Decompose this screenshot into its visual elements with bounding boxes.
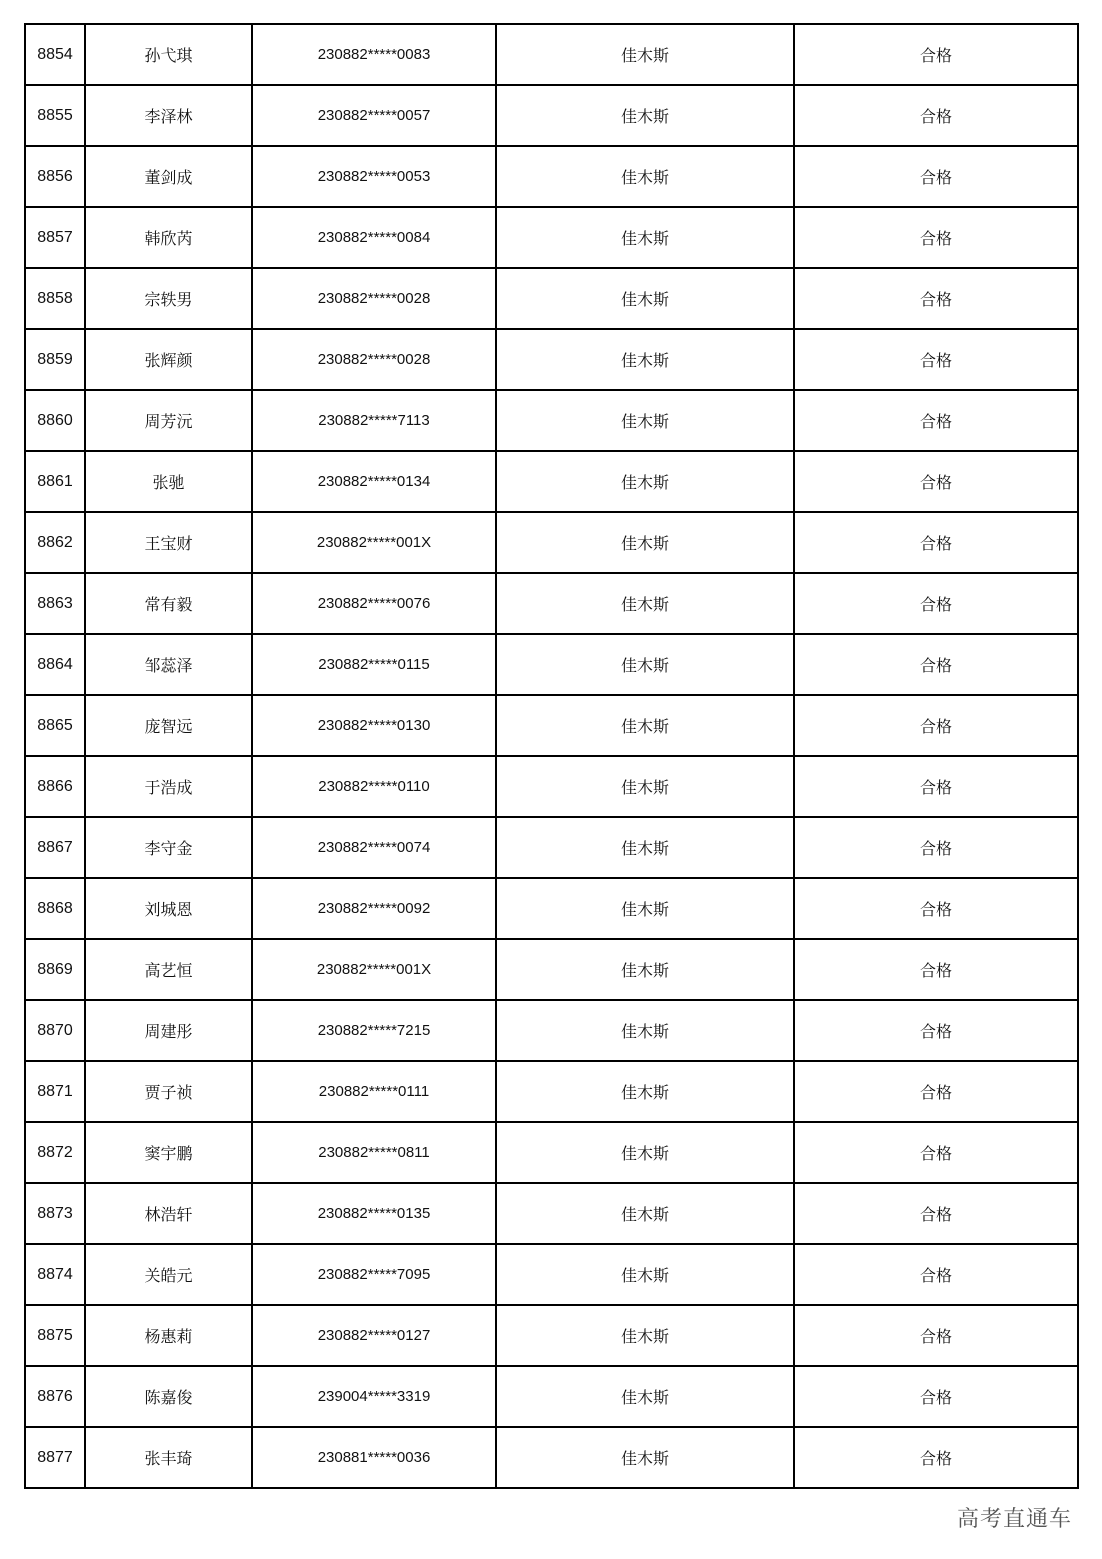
cell-id-number: 230882*****0083 xyxy=(252,24,496,85)
cell-number: 8858 xyxy=(25,268,85,329)
cell-number: 8854 xyxy=(25,24,85,85)
cell-number: 8871 xyxy=(25,1061,85,1122)
cell-result: 合格 xyxy=(794,756,1078,817)
cell-city: 佳木斯 xyxy=(496,24,794,85)
table-row xyxy=(25,878,1078,939)
table-row xyxy=(25,329,1078,390)
cell-id-number: 239004*****3319 xyxy=(252,1366,496,1427)
cell-name: 于浩成 xyxy=(85,756,252,817)
cell-number: 8868 xyxy=(25,878,85,939)
cell-number: 8862 xyxy=(25,512,85,573)
cell-name: 张丰琦 xyxy=(85,1427,252,1488)
table-row xyxy=(25,24,1078,85)
cell-result: 合格 xyxy=(794,329,1078,390)
cell-city: 佳木斯 xyxy=(496,451,794,512)
cell-name: 张驰 xyxy=(85,451,252,512)
cell-city: 佳木斯 xyxy=(496,1000,794,1061)
cell-id-number: 230882*****0134 xyxy=(252,451,496,512)
table-row xyxy=(25,268,1078,329)
cell-name: 邹蕊泽 xyxy=(85,634,252,695)
watermark-text: 高考直通车 xyxy=(956,1507,1072,1532)
table-row xyxy=(25,756,1078,817)
cell-id-number: 230882*****0110 xyxy=(252,756,496,817)
table-row xyxy=(25,451,1078,512)
cell-name: 韩欣芮 xyxy=(85,207,252,268)
cell-id-number: 230882*****7215 xyxy=(252,1000,496,1061)
cell-city: 佳木斯 xyxy=(496,878,794,939)
table-row xyxy=(25,1366,1078,1427)
cell-result: 合格 xyxy=(794,512,1078,573)
table-row xyxy=(25,939,1078,1000)
cell-name: 孙弋琪 xyxy=(85,24,252,85)
cell-city: 佳木斯 xyxy=(496,939,794,1000)
table-row xyxy=(25,1122,1078,1183)
cell-number: 8863 xyxy=(25,573,85,634)
cell-number: 8857 xyxy=(25,207,85,268)
cell-result: 合格 xyxy=(794,1427,1078,1488)
cell-number: 8874 xyxy=(25,1244,85,1305)
cell-name: 刘城恩 xyxy=(85,878,252,939)
cell-city: 佳木斯 xyxy=(496,329,794,390)
cell-id-number: 230882*****0092 xyxy=(252,878,496,939)
cell-id-number: 230882*****7113 xyxy=(252,390,496,451)
cell-city: 佳木斯 xyxy=(496,1061,794,1122)
cell-number: 8859 xyxy=(25,329,85,390)
cell-number: 8856 xyxy=(25,146,85,207)
cell-result: 合格 xyxy=(794,268,1078,329)
cell-result: 合格 xyxy=(794,1183,1078,1244)
table-row xyxy=(25,817,1078,878)
table-row xyxy=(25,695,1078,756)
cell-id-number: 230882*****0074 xyxy=(252,817,496,878)
cell-city: 佳木斯 xyxy=(496,146,794,207)
cell-id-number: 230882*****001X xyxy=(252,939,496,1000)
cell-number: 8861 xyxy=(25,451,85,512)
cell-city: 佳木斯 xyxy=(496,268,794,329)
cell-name: 常有毅 xyxy=(85,573,252,634)
cell-id-number: 230882*****0084 xyxy=(252,207,496,268)
table-row xyxy=(25,1427,1078,1488)
cell-city: 佳木斯 xyxy=(496,1244,794,1305)
cell-id-number: 230882*****0135 xyxy=(252,1183,496,1244)
cell-name: 庞智远 xyxy=(85,695,252,756)
cell-id-number: 230882*****0811 xyxy=(252,1122,496,1183)
table-row xyxy=(25,146,1078,207)
cell-city: 佳木斯 xyxy=(496,1366,794,1427)
cell-number: 8870 xyxy=(25,1000,85,1061)
cell-result: 合格 xyxy=(794,1000,1078,1061)
cell-name: 周建彤 xyxy=(85,1000,252,1061)
cell-result: 合格 xyxy=(794,451,1078,512)
cell-number: 8864 xyxy=(25,634,85,695)
cell-number: 8877 xyxy=(25,1427,85,1488)
cell-city: 佳木斯 xyxy=(496,1427,794,1488)
cell-number: 8869 xyxy=(25,939,85,1000)
table-row xyxy=(25,1061,1078,1122)
cell-result: 合格 xyxy=(794,1366,1078,1427)
results-table xyxy=(24,23,1079,1489)
cell-city: 佳木斯 xyxy=(496,390,794,451)
cell-number: 8873 xyxy=(25,1183,85,1244)
cell-result: 合格 xyxy=(794,1305,1078,1366)
cell-city: 佳木斯 xyxy=(496,1122,794,1183)
cell-number: 8872 xyxy=(25,1122,85,1183)
cell-result: 合格 xyxy=(794,817,1078,878)
table-row xyxy=(25,573,1078,634)
cell-result: 合格 xyxy=(794,390,1078,451)
cell-number: 8860 xyxy=(25,390,85,451)
cell-name: 贾子祯 xyxy=(85,1061,252,1122)
table-row xyxy=(25,85,1078,146)
cell-result: 合格 xyxy=(794,1061,1078,1122)
cell-name: 关皓元 xyxy=(85,1244,252,1305)
cell-number: 8875 xyxy=(25,1305,85,1366)
cell-name: 董剑成 xyxy=(85,146,252,207)
cell-city: 佳木斯 xyxy=(496,695,794,756)
cell-id-number: 230882*****0111 xyxy=(252,1061,496,1122)
table-row xyxy=(25,1244,1078,1305)
cell-result: 合格 xyxy=(794,146,1078,207)
cell-name: 周芳沅 xyxy=(85,390,252,451)
cell-name: 林浩轩 xyxy=(85,1183,252,1244)
cell-result: 合格 xyxy=(794,1122,1078,1183)
cell-number: 8867 xyxy=(25,817,85,878)
cell-result: 合格 xyxy=(794,207,1078,268)
table-row xyxy=(25,207,1078,268)
table-row xyxy=(25,634,1078,695)
cell-result: 合格 xyxy=(794,939,1078,1000)
cell-name: 李守金 xyxy=(85,817,252,878)
cell-id-number: 230882*****0127 xyxy=(252,1305,496,1366)
cell-id-number: 230882*****0028 xyxy=(252,329,496,390)
cell-result: 合格 xyxy=(794,85,1078,146)
cell-number: 8866 xyxy=(25,756,85,817)
cell-id-number: 230882*****0053 xyxy=(252,146,496,207)
cell-id-number: 230882*****0076 xyxy=(252,573,496,634)
cell-id-number: 230882*****0028 xyxy=(252,268,496,329)
table-row xyxy=(25,1000,1078,1061)
cell-name: 李泽林 xyxy=(85,85,252,146)
cell-city: 佳木斯 xyxy=(496,756,794,817)
cell-id-number: 230881*****0036 xyxy=(252,1427,496,1488)
cell-name: 杨惠莉 xyxy=(85,1305,252,1366)
cell-name: 王宝财 xyxy=(85,512,252,573)
cell-name: 陈嘉俊 xyxy=(85,1366,252,1427)
cell-result: 合格 xyxy=(794,573,1078,634)
cell-name: 窦宇鹏 xyxy=(85,1122,252,1183)
cell-id-number: 230882*****0130 xyxy=(252,695,496,756)
cell-id-number: 230882*****0115 xyxy=(252,634,496,695)
cell-id-number: 230882*****7095 xyxy=(252,1244,496,1305)
cell-number: 8855 xyxy=(25,85,85,146)
table-body xyxy=(25,24,1078,1488)
cell-city: 佳木斯 xyxy=(496,634,794,695)
cell-name: 高艺恒 xyxy=(85,939,252,1000)
cell-number: 8876 xyxy=(25,1366,85,1427)
cell-city: 佳木斯 xyxy=(496,1183,794,1244)
table-row xyxy=(25,1305,1078,1366)
cell-name: 宗轶男 xyxy=(85,268,252,329)
cell-city: 佳木斯 xyxy=(496,85,794,146)
cell-city: 佳木斯 xyxy=(496,573,794,634)
table-row xyxy=(25,1183,1078,1244)
cell-result: 合格 xyxy=(794,878,1078,939)
cell-city: 佳木斯 xyxy=(496,207,794,268)
cell-result: 合格 xyxy=(794,1244,1078,1305)
cell-id-number: 230882*****0057 xyxy=(252,85,496,146)
cell-number: 8865 xyxy=(25,695,85,756)
table-row xyxy=(25,512,1078,573)
cell-city: 佳木斯 xyxy=(496,817,794,878)
cell-result: 合格 xyxy=(794,24,1078,85)
cell-id-number: 230882*****001X xyxy=(252,512,496,573)
cell-name: 张辉颜 xyxy=(85,329,252,390)
cell-city: 佳木斯 xyxy=(496,1305,794,1366)
table-row xyxy=(25,390,1078,451)
cell-result: 合格 xyxy=(794,695,1078,756)
cell-city: 佳木斯 xyxy=(496,512,794,573)
cell-result: 合格 xyxy=(794,634,1078,695)
